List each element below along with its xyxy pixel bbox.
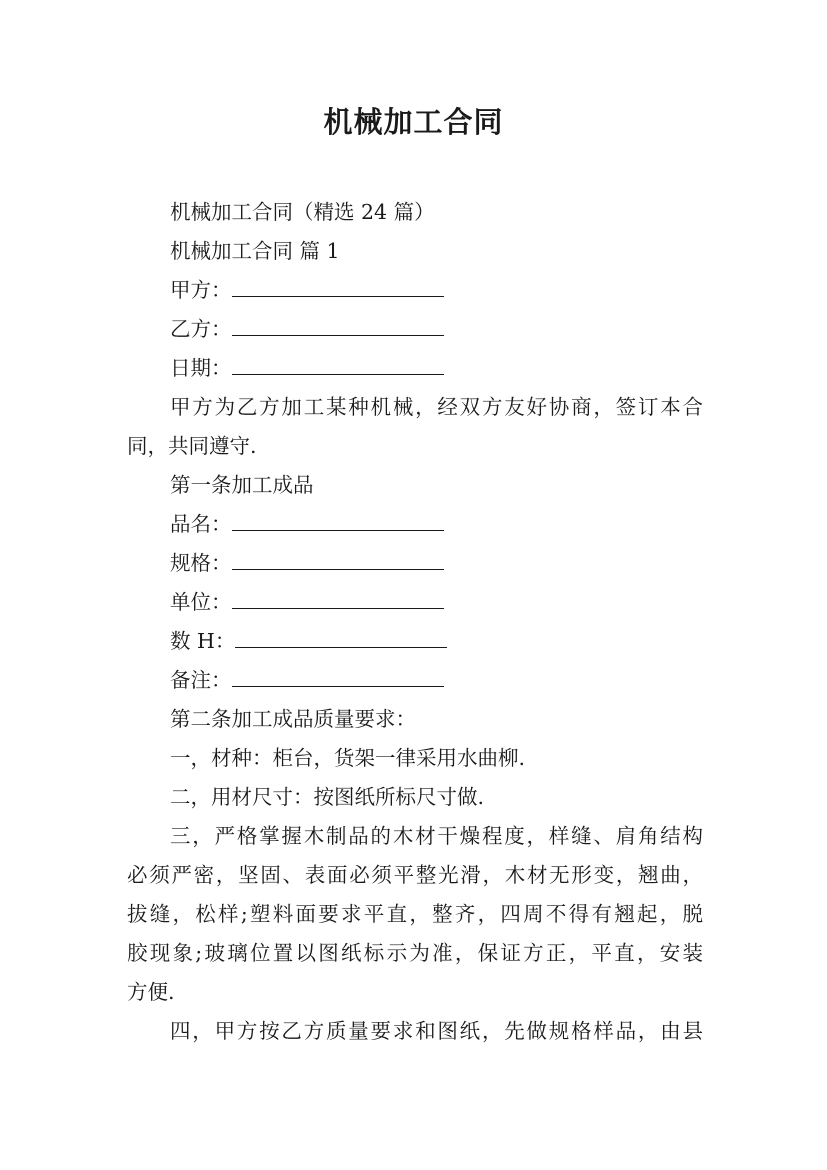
spec-row bbox=[170, 548, 444, 578]
article-2-item-3-line-2: 必须严密，坚固、表面必须平整光滑，木材无形变，翘曲， bbox=[127, 863, 703, 887]
article-2-heading: 第二条加工成品质量要求： bbox=[170, 707, 416, 731]
document-subtitle: 机械加工合同（精选 24 篇） bbox=[170, 200, 435, 224]
date-blank bbox=[232, 354, 444, 375]
party-b-blank bbox=[232, 315, 444, 336]
remarks-blank bbox=[232, 666, 444, 687]
article-2-item-3-line-5: 方便. bbox=[127, 980, 175, 1004]
date-row bbox=[170, 353, 444, 383]
party-a-label: 甲方： bbox=[170, 278, 232, 302]
unit-blank bbox=[232, 588, 444, 609]
intro-line-1: 甲方为乙方加工某种机械，经双方友好协商，签订本合 bbox=[170, 395, 703, 419]
quantity-label: 数 H： bbox=[170, 629, 236, 653]
date-label: 日期： bbox=[170, 356, 232, 380]
unit-label: 单位： bbox=[170, 590, 232, 614]
article-2-item-3-line-3: 拔缝，松样;塑料面要求平直，整齐，四周不得有翘起，脱 bbox=[127, 902, 703, 926]
section-heading: 机械加工合同 篇 1 bbox=[170, 239, 340, 263]
spec-blank bbox=[232, 549, 444, 570]
article-1-heading: 第一条加工成品 bbox=[170, 473, 314, 497]
product-name-blank bbox=[232, 510, 444, 531]
party-a-blank bbox=[232, 276, 444, 297]
party-a-row bbox=[170, 275, 444, 305]
spec-label: 规格： bbox=[170, 551, 232, 575]
article-2-item-3-line-4: 胶现象;玻璃位置以图纸标示为准，保证方正，平直，安装 bbox=[127, 941, 703, 965]
unit-row bbox=[170, 587, 444, 617]
remarks-row bbox=[170, 665, 444, 695]
party-b-row bbox=[170, 314, 444, 344]
product-name-label: 品名： bbox=[170, 512, 232, 536]
article-2-item-1: 一，材种：柜台，货架一律采用水曲柳. bbox=[170, 746, 526, 770]
article-2-item-2: 二，用材尺寸：按图纸所标尺寸做. bbox=[170, 785, 485, 809]
party-b-label: 乙方： bbox=[170, 317, 232, 341]
document-title: 机械加工合同 bbox=[323, 105, 504, 139]
quantity-blank bbox=[235, 627, 447, 648]
intro-line-2: 同，共同遵守. bbox=[127, 434, 257, 458]
article-2-item-4-line-1: 四，甲方按乙方质量要求和图纸，先做规格样品，由县 bbox=[170, 1019, 703, 1043]
remarks-label: 备注： bbox=[170, 668, 232, 692]
article-2-item-3-line-1: 三，严格掌握木制品的木材干燥程度，样缝、肩角结构 bbox=[170, 824, 703, 848]
quantity-row bbox=[170, 626, 447, 656]
product-name-row bbox=[170, 509, 444, 539]
